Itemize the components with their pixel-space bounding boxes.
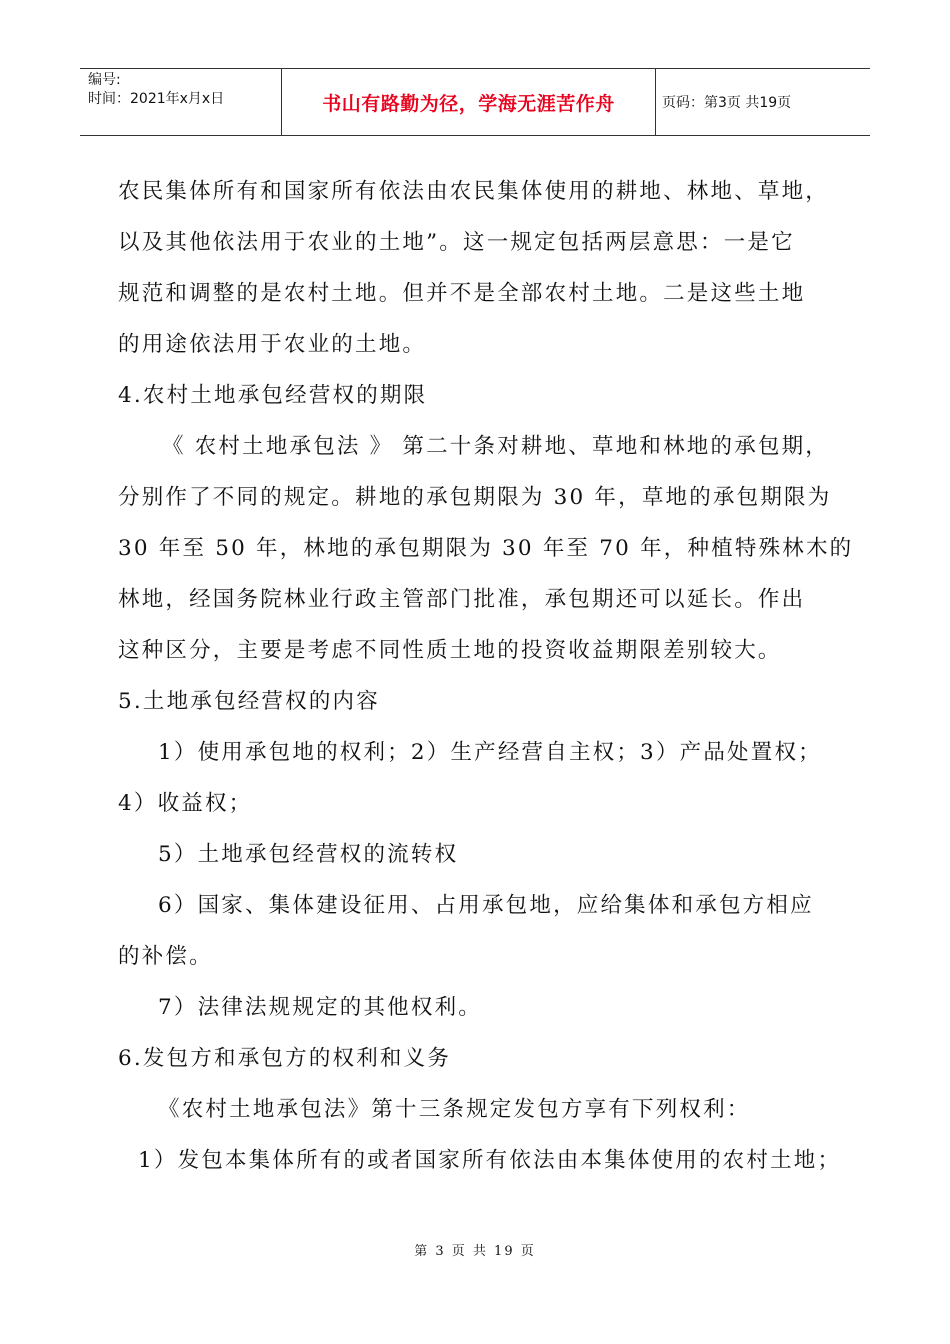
body-line: 林地，经国务院林业行政主管部门批准，承包期还可以延长。作出 — [118, 587, 806, 612]
list-item: 6）国家、集体建设征用、占用承包地，应给集体和承包方相应 — [158, 893, 814, 918]
body-line: 《农村土地承包法》第十三条规定发包方享有下列权利： — [158, 1097, 751, 1122]
page-header — [80, 68, 870, 136]
header-motto: 书山有路勤为径，学海无涯苦作舟 — [282, 69, 656, 135]
body-line: 《 农村土地承包法 》 第二十条对耕地、草地和林地的承包期， — [162, 434, 830, 459]
body-line: 农民集体所有和国家所有依法由农民集体使用的耕地、林地、草地， — [118, 179, 830, 204]
list-item: 1）使用承包地的权利；2）生产经营自主权；3）产品处置权； — [158, 740, 822, 765]
body-line: 规范和调整的是农村土地。但并不是全部农村土地。二是这些土地 — [118, 281, 806, 306]
header-meta — [80, 69, 282, 135]
section-heading: 4.农村土地承包经营权的期限 — [118, 383, 428, 408]
header-page-info: 页码：第3页 共19页 — [662, 95, 792, 111]
list-item: 的补偿。 — [118, 944, 213, 969]
list-item: 4）收益权； — [118, 791, 253, 816]
body-line: 30 年至 50 年，林地的承包期限为 30 年至 70 年，种植特殊林木的 — [118, 536, 854, 561]
body-line: 以及其他依法用于农业的土地”。这一规定包括两层意思：一是它 — [118, 230, 795, 255]
page-footer: 第 3 页 共 19 页 — [414, 1244, 536, 1259]
document-body — [118, 166, 854, 1186]
body-line: 的用途依法用于农业的土地。 — [118, 332, 427, 357]
document-number-label: 编号: — [88, 72, 121, 88]
body-line: 分别作了不同的规定。耕地的承包期限为 30 年，草地的承包期限为 — [118, 485, 832, 510]
body-line: 这种区分，主要是考虑不同性质土地的投资收益期限差别较大。 — [118, 638, 782, 663]
document-time-label: 时间：2021年x月x日 — [88, 91, 225, 107]
section-heading: 5.土地承包经营权的内容 — [118, 689, 380, 714]
list-item: 7）法律法规规定的其他权利。 — [158, 995, 482, 1020]
list-item: 5）土地承包经营权的流转权 — [158, 842, 459, 867]
list-item: 1）发包本集体所有的或者国家所有依法由本集体使用的农村土地； — [138, 1148, 842, 1173]
section-heading: 6.发包方和承包方的权利和义务 — [118, 1046, 452, 1071]
